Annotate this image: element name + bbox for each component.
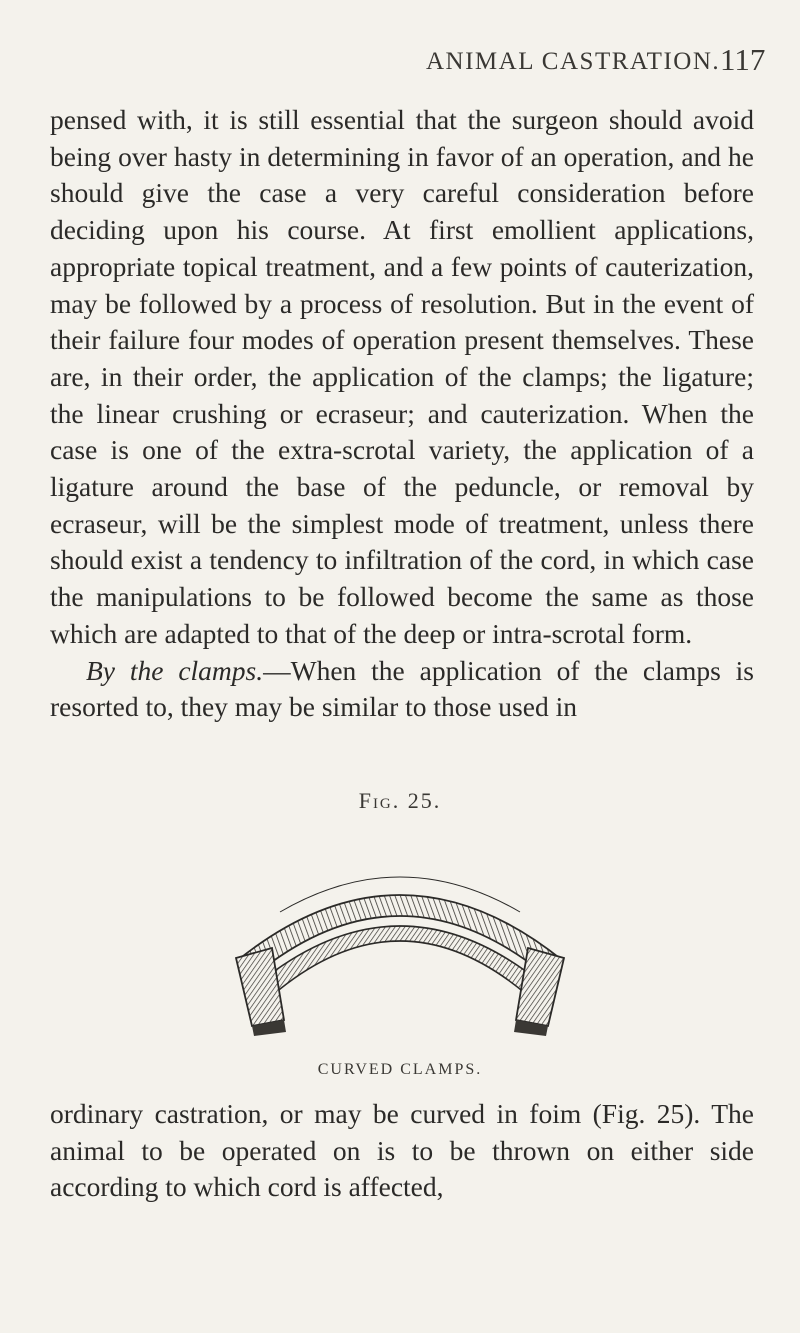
paragraph-1: pensed with, it is still essential that the surgeon should avoid being over hasty in determining in favor of an operation, and he should give the case a very careful consideration before deciding upon his course. At first emollient applications, appropriate topical treatment, and a few points of cauterization, may be followed by a process of resolution. But in the event of their failure four modes of operation present themselves. These are, in their order, the application of the clamps; the ligature; the linear crushing or ecraseur; and cauterization. When the case is one of the extra-scrotal variety, the application of a ligature around the base of the peduncle, or removal by ecraseur, will be the simplest mode of treatment, unless there should exist a tendency to infiltration of the cord, in which case the manipulations to be followed become the same as those which are adapted to that of the deep or intra-scrotal form. [50,104,754,649]
paragraph-2 [50,653,754,726]
running-head [0,42,800,88]
running-title: ANIMAL CASTRATION. [426,48,721,75]
paragraph-3: ordinary castration, or may be curved in foim (Fig. 25). The animal to be operated on is to be thrown on either side according to which cord is affected, [50,1098,754,1203]
paragraph-2-text: —When the application of the clamps is resorted to, they may be similar to those used in [50,654,754,723]
figure-caption: Fig. 25. [358,788,442,813]
body-text [50,102,754,726]
curved-clamps-illustration [210,842,590,1052]
paragraph-2-lead: By the clamps. [86,654,264,686]
page-number: 117 [720,42,766,77]
body-text-continued [50,1096,754,1206]
figure-label: CURVED CLAMPS. [317,1061,483,1078]
